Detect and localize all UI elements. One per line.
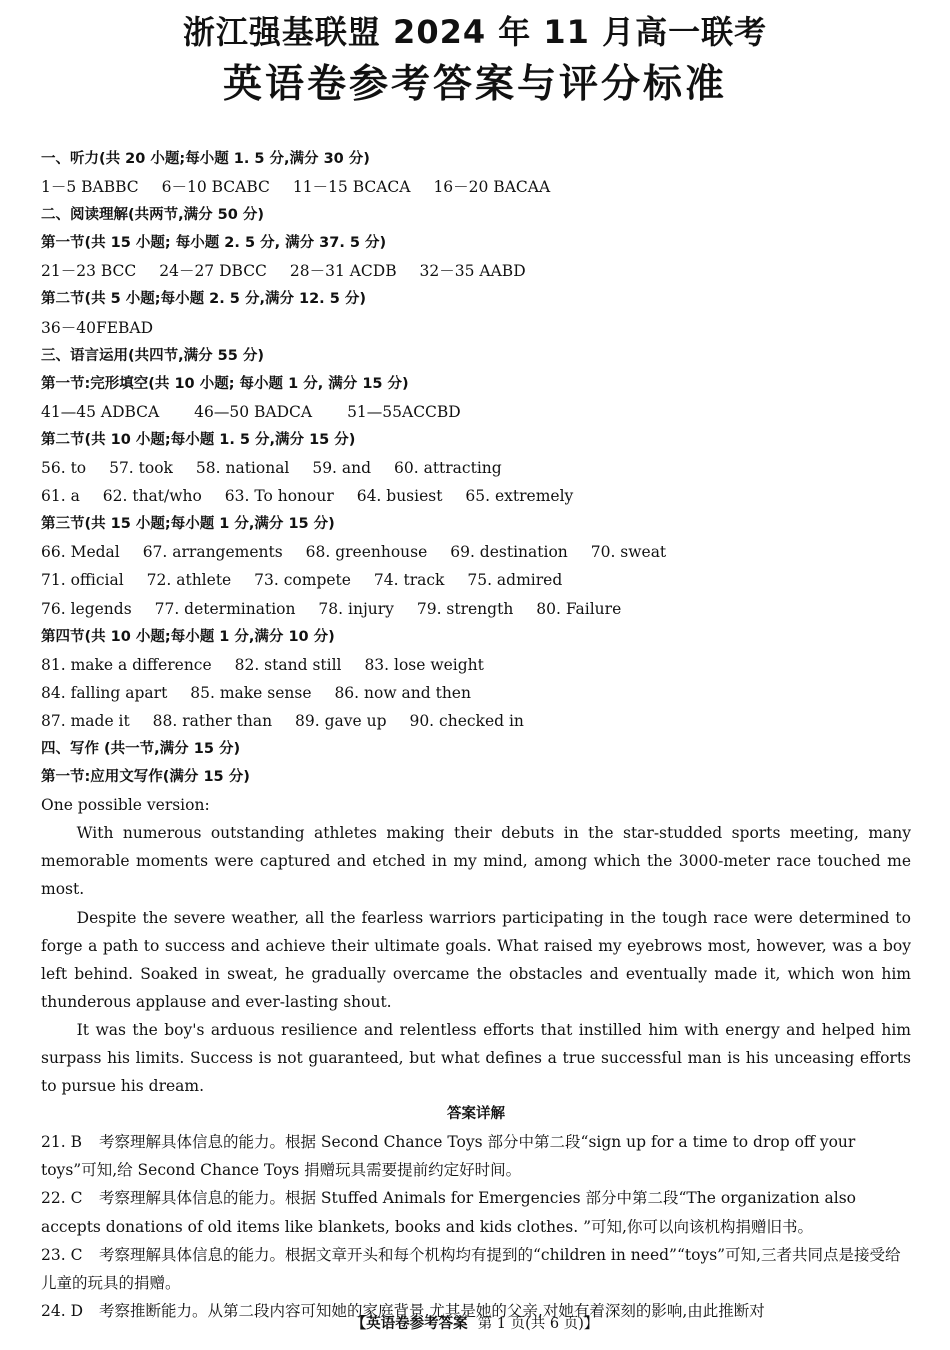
explanation-key: 24. D bbox=[41, 1301, 84, 1320]
reading-section2-heading: 第二节(共 5 小题;每小题 2. 5 分,满分 12. 5 分) bbox=[41, 291, 366, 308]
language-section2-row bbox=[41, 482, 911, 510]
explanations-heading: 答案详解 bbox=[447, 1106, 505, 1123]
answer-group: 24－27 DBCC bbox=[159, 262, 267, 281]
answer-item: 90. checked in bbox=[409, 711, 524, 730]
answer-group: 21－23 BCC bbox=[41, 262, 137, 281]
answer-item: 86. now and then bbox=[334, 683, 471, 702]
answer-item: 83. lose weight bbox=[364, 655, 484, 674]
answer-item: 70. sweat bbox=[590, 543, 667, 562]
language-section3-row bbox=[41, 566, 911, 594]
explanation-text: 考察理解具体信息的能力。根据 Stuffed Animals for Emergencies 部分中第二段“The organization also accepts donations of old items like blankets, books and kids clothes. ”可知,你可以向该机构捐赠旧书。 bbox=[41, 1189, 856, 1236]
answer-item: 79. strength bbox=[416, 599, 514, 618]
writing-section1-heading: 第一节:应用文写作(满分 15 分) bbox=[41, 769, 250, 786]
language-heading: 三、语言运用(共四节,满分 55 分) bbox=[41, 347, 265, 364]
answer-item: 63. To honour bbox=[224, 487, 334, 506]
answer-group: 32－35 AABD bbox=[419, 262, 526, 281]
answer-item: 68. greenhouse bbox=[305, 543, 428, 562]
language-section1-answers bbox=[41, 398, 911, 426]
explanation-text: 考察推断能力。从第二段内容可知她的家庭背景,尤其是她的父亲,对她有着深刻的影响,由此推断对 bbox=[99, 1301, 765, 1320]
answer-item: 64. busiest bbox=[356, 487, 443, 506]
answer-item: 71. official bbox=[41, 571, 124, 590]
exam-title: 浙江强基联盟 2024 年 11 月高一联考 bbox=[182, 13, 768, 51]
language-section4-heading: 第四节(共 10 小题;每小题 1 分,满分 10 分) bbox=[41, 628, 335, 645]
answer-group: 16－20 BACAA bbox=[433, 178, 551, 197]
answer-group: 51—55ACCBD bbox=[347, 402, 461, 421]
reading-heading: 二、阅读理解(共两节,满分 50 分) bbox=[41, 207, 265, 224]
writing-heading: 四、写作 (共一节,满分 15 分) bbox=[41, 740, 241, 757]
answer-item: 74. track bbox=[373, 571, 445, 590]
reading-section2-answers: 36－40FEBAD bbox=[41, 318, 154, 337]
answer-item: 65. extremely bbox=[465, 487, 574, 506]
listening-answers bbox=[41, 173, 911, 201]
answer-item: 58. national bbox=[195, 459, 290, 478]
language-section1-heading: 第一节:完形填空(共 10 小题; 每小题 1 分, 满分 15 分) bbox=[41, 375, 409, 392]
answer-group: 1－5 BABBC bbox=[41, 178, 139, 197]
answer-item: 87. made it bbox=[41, 711, 130, 730]
answer-item: 76. legends bbox=[41, 599, 132, 618]
answer-group: 28－31 ACDB bbox=[289, 262, 397, 281]
explanation-text: 考察理解具体信息的能力。根据文章开头和每个机构均有提到的“children in need”“toys”可知,三者共同点是接受给儿童的玩具的捐赠。 bbox=[41, 1245, 901, 1292]
answer-item: 82. stand still bbox=[234, 655, 342, 674]
answer-group: 11－15 BCACA bbox=[292, 178, 411, 197]
footer-page-number: 第 1 页(共 6 页)】 bbox=[477, 1316, 599, 1332]
answer-item: 57. took bbox=[109, 459, 173, 478]
essay-paragraph: It was the boy's arduous resilience and relentless efforts that instilled him with energy and helped him surpass his limits. Success is not guaranteed, but what defines a true successful man is his unceasing efforts to pursue his dream. bbox=[41, 1020, 911, 1096]
explanation-item bbox=[41, 1128, 911, 1184]
answer-item: 84. falling apart bbox=[41, 683, 168, 702]
answer-item: 59. and bbox=[312, 459, 372, 478]
reading-section1-answers bbox=[41, 257, 911, 285]
answer-item: 60. attracting bbox=[394, 459, 502, 478]
answer-item: 69. destination bbox=[450, 543, 568, 562]
answer-group: 46—50 BADCA bbox=[194, 402, 313, 421]
language-section2-row bbox=[41, 454, 911, 482]
document-title: 英语卷参考答案与评分标准 bbox=[222, 62, 727, 107]
answer-item: 73. compete bbox=[254, 571, 351, 590]
page-footer bbox=[0, 1313, 950, 1335]
language-section3-row bbox=[41, 595, 911, 623]
language-section4-row bbox=[41, 651, 911, 679]
answer-item: 67. arrangements bbox=[142, 543, 283, 562]
answer-item: 66. Medal bbox=[41, 543, 120, 562]
essay-paragraph: With numerous outstanding athletes making their debuts in the star-studded sports meeting, many memorable moments were captured and etched in my mind, among which the 3000-meter race touched me most. bbox=[41, 824, 911, 899]
version-label: One possible version: bbox=[41, 796, 210, 815]
answer-body bbox=[41, 145, 911, 1325]
language-section3-heading: 第三节(共 15 小题;每小题 1 分,满分 15 分) bbox=[41, 516, 335, 533]
answer-item: 88. rather than bbox=[152, 711, 273, 730]
explanation-item bbox=[41, 1241, 911, 1297]
explanation-item bbox=[41, 1184, 911, 1240]
essay-paragraph: Despite the severe weather, all the fearless warriors participating in the tough race were determined to forge a path to success and achieve their ultimate goals. What raised my eyebrows most, however, was a boy left behind. Soaked in sweat, he gradually overcame the obstacles and eventually made it, which won him thunderous applause and ever-lasting shout. bbox=[41, 908, 911, 1011]
language-section4-row bbox=[41, 679, 911, 707]
reading-section1-heading: 第一节(共 15 小题; 每小题 2. 5 分, 满分 37. 5 分) bbox=[41, 235, 387, 252]
answer-item: 56. to bbox=[41, 459, 87, 478]
answer-item: 77. determination bbox=[154, 599, 296, 618]
explanation-key: 23. C bbox=[41, 1245, 83, 1264]
answer-item: 80. Failure bbox=[536, 599, 622, 618]
answer-item: 78. injury bbox=[318, 599, 394, 618]
answer-item: 62. that/who bbox=[102, 487, 202, 506]
explanation-key: 21. B bbox=[41, 1133, 82, 1152]
language-section3-row bbox=[41, 538, 911, 566]
footer-title: 【英语卷参考答案 bbox=[351, 1316, 468, 1332]
explanation-text: 考察理解具体信息的能力。根据 Second Chance Toys 部分中第二段“sign up for a time to drop off your toys”可知,给 Second Chance Toys 捐赠玩具需要提前约定好时间。 bbox=[41, 1133, 856, 1180]
answer-item: 72. athlete bbox=[146, 571, 232, 590]
explanation-key: 22. C bbox=[41, 1189, 83, 1208]
answer-item: 81. make a difference bbox=[41, 655, 212, 674]
answer-item: 85. make sense bbox=[190, 683, 312, 702]
answer-item: 61. a bbox=[41, 487, 80, 506]
language-section4-row bbox=[41, 707, 911, 735]
answer-item: 75. admired bbox=[467, 571, 563, 590]
listening-heading: 一、听力(共 20 小题;每小题 1. 5 分,满分 30 分) bbox=[41, 151, 370, 167]
answer-group: 6－10 BCABC bbox=[161, 178, 270, 197]
language-section2-heading: 第二节(共 10 小题;每小题 1. 5 分,满分 15 分) bbox=[41, 431, 356, 448]
answer-item: 89. gave up bbox=[295, 711, 387, 730]
answer-group: 41—45 ADBCA bbox=[41, 402, 160, 421]
